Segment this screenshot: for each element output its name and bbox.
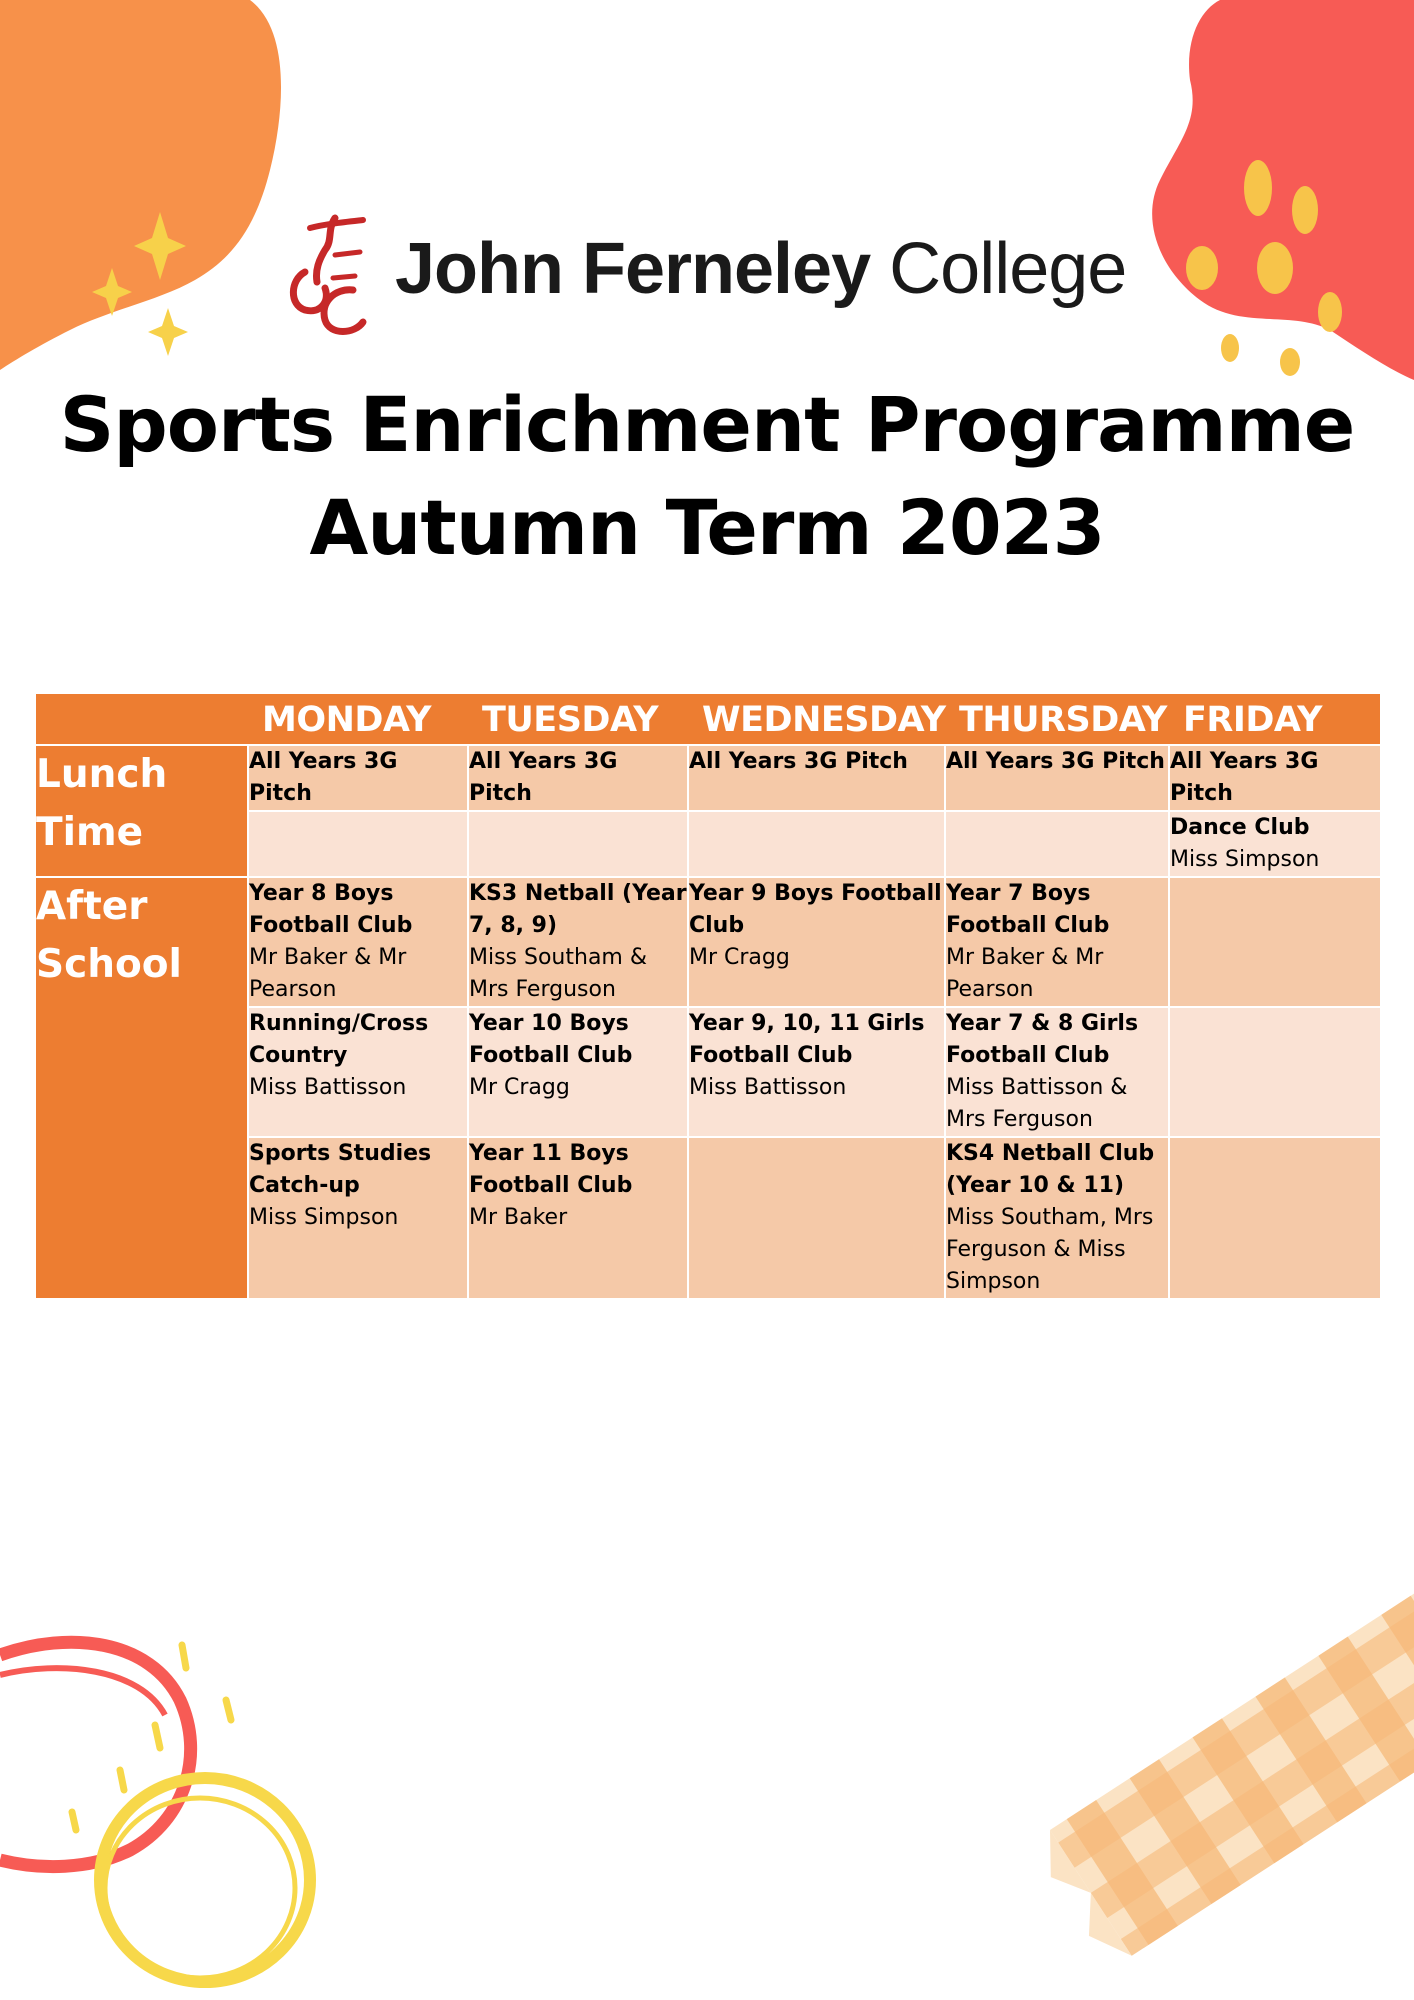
college-crest-icon [275,210,375,340]
college-name-bold: John Ferneley [395,229,871,309]
schedule-table [36,694,1380,1298]
staff-name: Miss Battisson [689,1075,847,1100]
day-header: TUESDAY [468,694,688,745]
sparkle-icon [134,212,186,280]
activity-name: Year 9, 10, 11 Girls Football Club [689,1011,925,1068]
table-cell [688,1007,945,1137]
dot-decoration [1186,246,1218,290]
dot-decoration [1280,348,1300,376]
activity-name: Year 10 Boys Football Club [469,1011,633,1068]
yellow-ring-decoration [100,1778,310,1982]
table-cell [688,877,945,1007]
staff-name: Miss Simpson [1170,847,1320,872]
staff-name: Mr Cragg [689,945,790,970]
table-cell [468,1137,688,1298]
dot-decoration [1221,334,1239,362]
table-cell [945,745,1169,811]
day-header: WEDNESDAY [688,694,945,745]
table-cell [248,1137,468,1298]
dot-decoration [1318,292,1342,332]
table-cell [1169,1137,1380,1298]
page-subtitle: Autumn Term 2023 [309,483,1105,572]
table-cell [248,811,468,877]
table-cell [468,745,688,811]
table-cell [468,877,688,1007]
activity-name: KS4 Netball Club (Year 10 & 11) [946,1141,1155,1198]
staff-name: Mr Cragg [469,1075,570,1100]
table-header-row [36,694,1380,745]
table-cell [688,1137,945,1298]
day-header: THURSDAY [945,694,1169,745]
activity-name: All Years 3G Pitch [249,749,398,806]
table-cell [1169,745,1380,811]
activity-name: Year 8 Boys Football Club [249,881,413,938]
activity-name: All Years 3G Pitch [1170,749,1319,806]
red-blob-decoration [1152,0,1414,380]
staff-name: Mr Baker & Mr Pearson [249,945,407,1002]
staff-name: Miss Battisson [249,1075,407,1100]
table-cell [1169,811,1380,877]
table-cell [248,745,468,811]
college-logo [275,210,1135,340]
dot-decoration [1257,242,1293,294]
table-cell [945,1137,1169,1298]
activity-name: Year 7 Boys Football Club [946,881,1110,938]
dot-decoration [1292,186,1318,234]
day-header: FRIDAY [1169,694,1380,745]
table-cell [248,877,468,1007]
college-name-light: College [889,229,1127,309]
table-row [36,745,1380,811]
staff-name: Miss Southam, Mrs Ferguson & Miss Simpson [946,1205,1154,1294]
staff-name: Mr Baker [469,1205,568,1230]
activity-name: KS3 Netball (Year 7, 8, 9) [469,881,687,938]
page-title: Sports Enrichment Programme [59,380,1355,469]
staff-name: Mr Baker & Mr Pearson [946,945,1104,1002]
activity-name: Year 9 Boys Football Club [689,881,942,938]
table-cell [945,877,1169,1007]
activity-name: Running/Cross Country [249,1011,429,1068]
orange-blob-decoration [0,0,281,370]
table-cell [1169,877,1380,1007]
activity-name: All Years 3G Pitch [689,749,908,774]
table-cell [688,745,945,811]
red-ring-decoration [0,1642,191,1866]
activity-name: All Years 3G Pitch [469,749,618,806]
table-cell [688,811,945,877]
activity-name: Dance Club [1170,815,1310,840]
gingham-tape-decoration [1029,1579,1414,1969]
table-cell [1169,1007,1380,1137]
section-label-lunch: Lunch Time [36,745,248,877]
table-cell [945,1007,1169,1137]
college-name [395,228,1126,310]
staff-name: Miss Simpson [249,1205,399,1230]
activity-name: Year 7 & 8 Girls Football Club [946,1011,1139,1068]
table-cell [248,1007,468,1137]
activity-name: All Years 3G Pitch [946,749,1165,774]
activity-name: Sports Studies Catch-up [249,1141,432,1198]
staff-name: Miss Southam & Mrs Ferguson [469,945,648,1002]
day-header: MONDAY [248,694,468,745]
table-cell [468,1007,688,1137]
activity-name: Year 11 Boys Football Club [469,1141,633,1198]
sparkle-icon [148,308,188,356]
section-label-after-school: After School [36,877,248,1298]
table-row [36,877,1380,1007]
table-cell [945,811,1169,877]
staff-name: Miss Battisson & Mrs Ferguson [946,1075,1128,1132]
table-cell [468,811,688,877]
dot-decoration [1244,160,1272,216]
sparkle-icon [92,268,132,316]
corner-cell [36,694,248,745]
